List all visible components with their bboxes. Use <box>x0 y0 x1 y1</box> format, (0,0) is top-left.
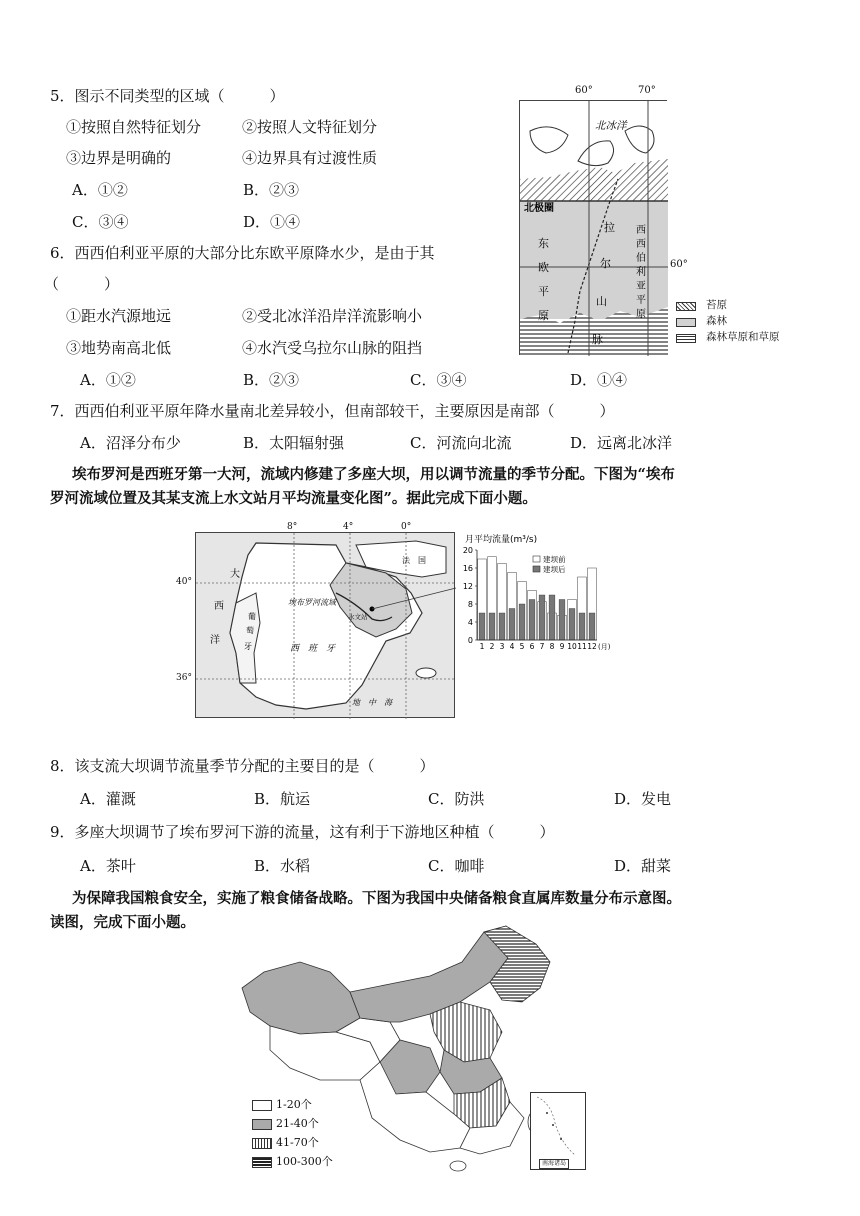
legend-swatch-steppe <box>676 334 696 343</box>
legend-swatch-tundra <box>676 302 696 311</box>
q7-choice-c[interactable]: C．河流向北流 <box>410 434 512 452</box>
lon-0-label: 0° <box>401 522 412 532</box>
south-china-sea-inset <box>530 1092 586 1170</box>
legend-label-100-300: 100-300个 <box>276 1155 333 1168</box>
inset-label: 南海诸岛 <box>539 1159 569 1169</box>
q6-option-1: ①距水汽源地远 <box>66 307 172 325</box>
x-tick-label: 5 <box>519 642 525 651</box>
chart-title: 月平均流量(m³/s) <box>465 535 538 545</box>
bar-after <box>489 613 495 640</box>
portugal-region <box>230 593 260 683</box>
west-siberia-char: 利 <box>636 267 646 278</box>
atlantic-char: 西 <box>214 601 224 612</box>
q9-choice-a[interactable]: A．茶叶 <box>80 857 136 875</box>
x-tick-label: 4 <box>509 642 515 651</box>
q9-stem: 9．多座大坝调节了埃布罗河下游的流量，这有利于下游地区种植（ ） <box>50 823 555 841</box>
y-tick-label: 0 <box>467 636 473 645</box>
mediterranean-label: 地 中 海 <box>352 698 392 707</box>
x-tick-label: 12 <box>587 642 597 651</box>
q8-choice-c[interactable]: C．防洪 <box>428 790 485 808</box>
atlantic-char: 大 <box>230 569 240 580</box>
x-tick-label: 8 <box>549 642 555 651</box>
legend-after: 建坝后 <box>543 565 566 574</box>
q9-choice-d[interactable]: D．甜菜 <box>614 857 672 875</box>
q8-stem: 8．该支流大坝调节流量季节分配的主要目的是（ ） <box>50 757 435 775</box>
x-tick-label: 10 <box>567 642 577 651</box>
arctic-circle-label: 北极圈 <box>524 203 554 214</box>
region-north-plain <box>430 1002 502 1062</box>
q5-option-2: ②按照人文特征划分 <box>242 118 378 136</box>
ural-char: 山 <box>596 295 607 308</box>
x-tick-label: 9 <box>559 642 565 651</box>
west-siberia-char: 伯 <box>636 253 646 264</box>
q7-stem: 7．西西伯利亚平原年降水量南北差异较小，但南部较干，主要原因是南部（ ） <box>50 402 615 420</box>
ebro-intro-line2: 罗河流域位置及其某支流上水文站月平均流量变化图”。据此完成下面小题。 <box>50 490 537 507</box>
legend-label-1-20: 1-20个 <box>276 1098 312 1111</box>
atlantic-char: 洋 <box>210 635 220 646</box>
bar-after <box>539 595 545 640</box>
west-siberia-char: 西 <box>636 225 646 236</box>
x-tick-label: 7 <box>539 642 545 651</box>
q5-choice-c[interactable]: C．③④ <box>72 213 129 231</box>
iberia-map <box>195 532 455 718</box>
ural-char: 脉 <box>592 333 603 346</box>
q6-choice-c[interactable]: C．③④ <box>410 371 467 389</box>
y-tick-label: 12 <box>462 582 473 591</box>
west-siberia-char: 原 <box>636 309 646 320</box>
arctic-ocean-label: 北冰洋 <box>595 120 627 132</box>
bar-after <box>589 613 595 640</box>
ural-char: 尔 <box>600 257 611 270</box>
china-grain-map <box>240 922 570 1172</box>
y-tick-label: 4 <box>467 618 473 627</box>
x-tick-label: 6 <box>529 642 535 651</box>
west-siberia-char: 平 <box>636 295 646 306</box>
x-unit-label: (月) <box>598 643 611 651</box>
q8-choice-d[interactable]: D．发电 <box>614 790 672 808</box>
q5-option-1: ①按照自然特征划分 <box>66 118 202 136</box>
portugal-char: 葡 <box>248 612 256 621</box>
q9-choice-b[interactable]: B．水稻 <box>254 857 311 875</box>
q5-choice-a[interactable]: A．①② <box>72 181 128 199</box>
france-label: 法 国 <box>402 556 426 565</box>
lat-60-label: 60° <box>670 259 688 270</box>
legend-swatch-21-40 <box>252 1119 272 1130</box>
lon-4-label: 4° <box>343 522 354 532</box>
q6-choice-b[interactable]: B．②③ <box>243 371 300 389</box>
bar-after <box>479 613 485 640</box>
west-siberia-char: 亚 <box>636 281 646 292</box>
q6-stem: 6．西西伯利亚平原的大部分比东欧平原降水少，是由于其 <box>50 244 435 262</box>
x-tick-label: 2 <box>489 642 495 651</box>
region-hainan <box>450 1161 466 1171</box>
legend-label-steppe: 森林草原和草原 <box>706 331 780 343</box>
portugal-char: 萄 <box>246 626 254 635</box>
bar-after <box>499 613 505 640</box>
x-tick-label: 3 <box>499 642 505 651</box>
bar-after <box>569 609 575 641</box>
spain-label: 西 班 牙 <box>290 644 336 654</box>
legend-swatch-after <box>533 566 540 572</box>
legend-swatch-100-300 <box>252 1157 272 1168</box>
ebro-intro-line1: 埃布罗河是西班牙第一大河，流域内修建了多座大坝，用以调节流量的季节分配。下图为“埃布 <box>72 466 675 483</box>
x-tick-label: 1 <box>479 642 485 651</box>
bar-after <box>549 595 555 640</box>
bar-after <box>519 604 525 640</box>
q8-choice-a[interactable]: A．灌溉 <box>80 790 136 808</box>
station-label: 水文站 <box>348 613 368 621</box>
lon-70-label: 70° <box>638 85 656 96</box>
legend-label-41-70: 41-70个 <box>276 1136 319 1149</box>
east-europe-char: 东 <box>538 237 549 250</box>
grain-intro-line1: 为保障我国粮食安全，实施了粮食储备战略。下图为我国中央储备粮食直属库数量分布示意图。 <box>72 890 681 907</box>
ebro-basin-label: 埃布罗河流域 <box>288 598 336 607</box>
west-siberia-char: 西 <box>636 239 646 250</box>
lat-36-label: 36° <box>176 673 192 683</box>
lat-40-label: 40° <box>176 577 192 587</box>
x-tick-label: 11 <box>577 642 587 651</box>
q5-option-3: ③边界是明确的 <box>66 149 172 167</box>
lon-60-label: 60° <box>575 85 593 96</box>
ural-char: 拉 <box>604 221 615 234</box>
y-tick-label: 16 <box>462 564 473 573</box>
flow-chart-svg <box>455 532 611 658</box>
y-tick-label: 20 <box>462 546 473 555</box>
legend-swatch-1-20 <box>252 1100 272 1111</box>
ural-region-map <box>519 100 667 355</box>
east-europe-char: 原 <box>538 309 549 322</box>
q6-stem-paren: （ ） <box>44 275 120 293</box>
balearic-island <box>416 668 436 678</box>
flow-chart <box>455 532 611 658</box>
legend-label-tundra: 苔原 <box>706 299 727 311</box>
q7-choice-b[interactable]: B．太阳辐射强 <box>243 434 345 452</box>
legend-label-forest: 森林 <box>706 315 727 327</box>
q5-choice-d[interactable]: D．①④ <box>243 213 301 231</box>
legend-swatch-forest <box>676 318 696 327</box>
portugal-char: 牙 <box>244 642 252 651</box>
q5-stem: 5．图示不同类型的区域（ ） <box>50 87 285 105</box>
bar-after <box>559 600 565 641</box>
legend-label-21-40: 21-40个 <box>276 1117 319 1130</box>
grain-intro-line2: 读图，完成下面小题。 <box>50 914 195 931</box>
legend-before: 建坝前 <box>543 555 566 564</box>
q5-option-4: ④边界具有过渡性质 <box>242 149 378 167</box>
q7-choice-a[interactable]: A．沼泽分布少 <box>80 434 181 452</box>
y-tick-label: 8 <box>467 600 473 609</box>
bar-after <box>509 609 515 641</box>
legend-swatch-before <box>533 556 540 562</box>
bar-after <box>529 600 535 641</box>
east-europe-char: 平 <box>538 285 549 298</box>
q6-option-2: ②受北冰洋沿岸洋流影响小 <box>242 307 423 325</box>
q6-option-3: ③地势南高北低 <box>66 339 172 357</box>
bar-after <box>579 613 585 640</box>
lon-8-label: 8° <box>287 522 298 532</box>
q5-choice-b[interactable]: B．②③ <box>243 181 300 199</box>
q6-option-4: ④水汽受乌拉尔山脉的阻挡 <box>242 339 423 357</box>
east-europe-char: 欧 <box>538 261 549 274</box>
region-xinjiang <box>242 962 360 1034</box>
q9-choice-c[interactable]: C．咖啡 <box>428 857 485 875</box>
q8-choice-b[interactable]: B．航运 <box>254 790 311 808</box>
q7-choice-d[interactable]: D．远离北冰洋 <box>570 434 673 452</box>
q6-choice-d[interactable]: D．①④ <box>570 371 628 389</box>
legend-swatch-41-70 <box>252 1138 272 1149</box>
region-inner-mongolia <box>350 926 508 1022</box>
q6-choice-a[interactable]: A．①② <box>80 371 136 389</box>
